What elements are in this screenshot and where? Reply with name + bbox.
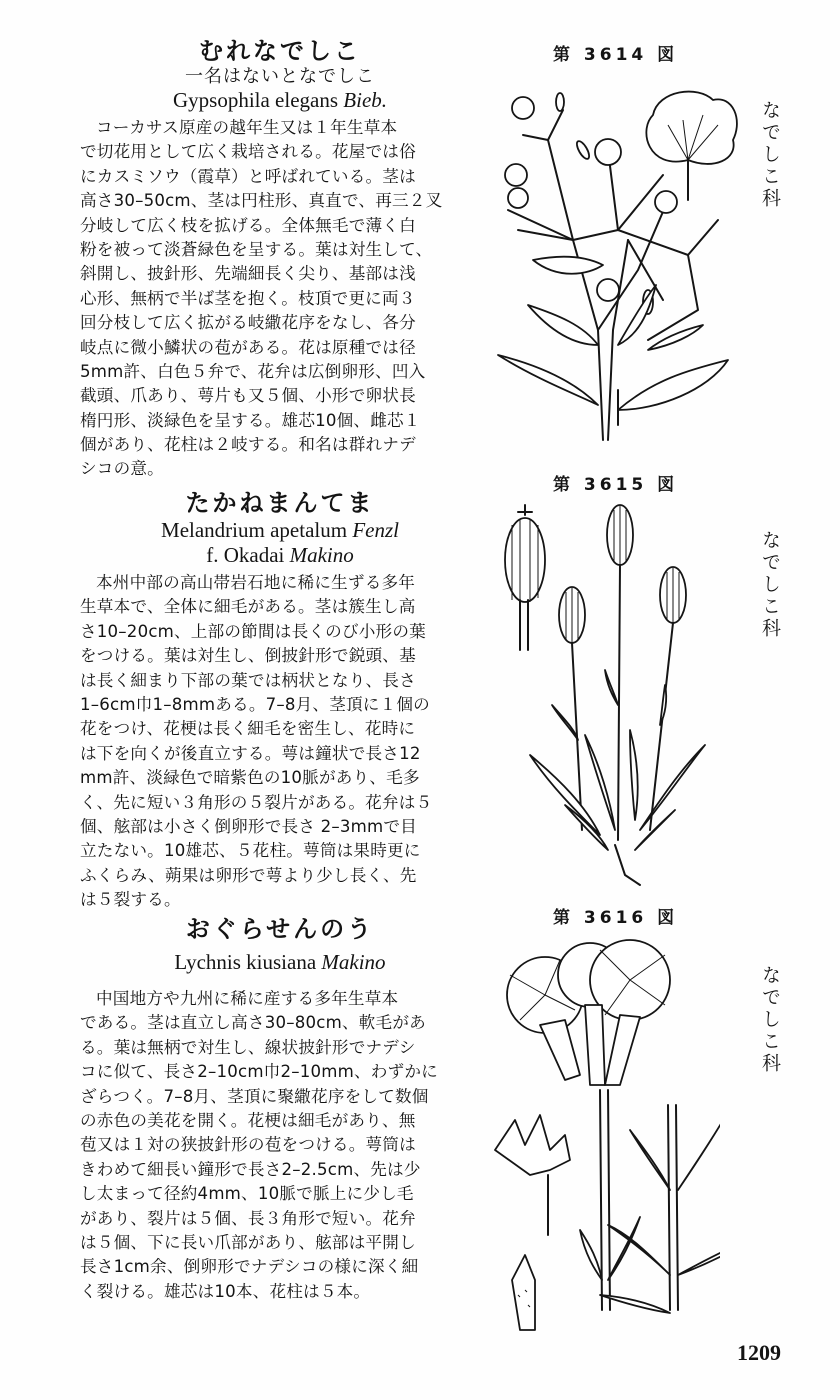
entry-scientific-name xyxy=(80,518,480,543)
entry-scientific-form xyxy=(80,543,480,568)
sci-name-genus-species: Melandrium apetalum xyxy=(161,518,348,542)
sci-name-genus-species: Lychnis kiusiana xyxy=(174,950,317,974)
description-line: 回分枝して広く拡がる岐繖花序をなし、各分 xyxy=(80,313,416,333)
sci-name-author: Fenzl xyxy=(352,518,399,542)
description-line: は長く細まり下部の葉では柄状となり、長さ xyxy=(80,670,416,690)
description-line: さ10–20cm、上部の節間は長くのび小形の葉 xyxy=(80,621,426,641)
description-line: 粉を被って淡蒼緑色を呈する。葉は対生して、 xyxy=(80,239,433,259)
description-line: をつける。葉は対生し、倒披針形で鋭頭、基 xyxy=(80,646,416,666)
description-line: 立たない。10雄芯、５花柱。萼筒は果時更に xyxy=(80,841,421,861)
description-line: シコの意。 xyxy=(80,459,164,479)
description-line: 苞又は１対の狭披針形の苞をつける。萼筒は xyxy=(80,1135,416,1155)
description-line: コに似て、長さ2–10cm巾2–10mm、わずかに xyxy=(80,1062,438,1082)
figure-label-3616: 第 3616 図 xyxy=(553,908,679,928)
family-label: なでしこ科 xyxy=(759,100,781,210)
description-line: 中国地方や九州に稀に産する多年生草本 xyxy=(96,989,399,1008)
entry-title-jp: たかねまんてま xyxy=(185,489,375,517)
description-line: し太まって径約4mm、10脈で脈上に少し毛 xyxy=(80,1184,414,1204)
description-line: 個があり、花柱は２岐する。和名は群れナデ xyxy=(80,435,416,455)
entry-scientific-name xyxy=(80,88,480,113)
description-line: は５個、下に長い爪部があり、舷部は平開し xyxy=(80,1232,416,1252)
sci-name-form-author: Makino xyxy=(289,543,354,567)
description-line: である。茎は直立し高さ30–80cm、軟毛があ xyxy=(80,1013,426,1033)
description-line: コーカサス原産の越年生又は１年生草本 xyxy=(96,118,398,137)
description-line: があり、裂片は５個、長３角形で短い。花弁 xyxy=(80,1208,416,1228)
description-line: 分岐して広く枝を拡げる。全体無毛で薄く白 xyxy=(80,215,416,235)
description-line: ふくらみ、蒴果は卵形で萼より少し長く、先 xyxy=(80,865,417,885)
description-line: 長さ1cm余、倒卵形でナデシコの様に深く細 xyxy=(80,1257,419,1277)
description-line: で切花用として広く栽培される。花屋では俗 xyxy=(80,142,416,162)
description-line: く裂ける。雄芯は10本、花柱は５本。 xyxy=(80,1281,371,1301)
sci-name-author: Bieb. xyxy=(343,88,388,112)
family-label: なでしこ科 xyxy=(759,965,781,1075)
entry-description xyxy=(80,116,480,482)
description-line: 個、舷部は小さく倒卵形で長さ 2–3mmで目 xyxy=(80,816,417,836)
description-line: は下を向くが後直立する。萼は鐘状で長さ12 xyxy=(80,743,421,763)
melandrium-plant-illustration xyxy=(490,500,720,890)
description-line: く、先に短い３角形の５裂片がある。花弁は５ xyxy=(80,792,433,812)
entry-title-jp: おぐらせんのう xyxy=(185,915,375,943)
entry-description xyxy=(80,987,480,1304)
figure-label-3615: 第 3615 図 xyxy=(553,475,679,495)
description-line: は５裂する。 xyxy=(80,890,181,910)
sci-name-author: Makino xyxy=(321,950,386,974)
description-line: 高さ30–50cm、茎は円柱形、真直で、再三２叉 xyxy=(80,191,443,211)
lychnis-plant-illustration xyxy=(490,935,720,1335)
entry-scientific-name xyxy=(80,950,480,975)
description-line: 楕円形、淡緑色を呈する。雄芯10個、雌芯１ xyxy=(80,410,421,430)
description-line: 截頭、爪あり、萼片も又５個、小形で卵状長 xyxy=(80,386,416,406)
entry-gypsophila xyxy=(80,36,480,482)
description-line: きわめて細長い鐘形で長さ2–2.5cm、先は少 xyxy=(80,1159,421,1179)
description-line: ざらつく。7–8月、茎頂に聚繖花序をして数個 xyxy=(80,1086,429,1106)
sci-name-genus-species: Gypsophila elegans xyxy=(172,88,339,112)
page-number: 1209 xyxy=(737,1340,781,1365)
entry-description xyxy=(80,571,480,912)
gypsophila-plant-illustration xyxy=(488,80,738,445)
figure-label-3614: 第 3614 図 xyxy=(553,45,679,65)
entry-alt-name: 一名はないとなでしこ xyxy=(185,66,375,87)
description-line: 生草本で、全体に細毛がある。茎は簇生し高 xyxy=(80,597,416,617)
entry-lychnis xyxy=(80,914,480,1304)
description-line: にカスミソウ（霞草）と呼ばれている。茎は xyxy=(80,166,416,186)
description-line: 5mm許、白色５弁で、花弁は広倒卵形、凹入 xyxy=(80,361,426,381)
description-line: mm許、淡緑色で暗紫色の10脈があり、毛多 xyxy=(80,768,420,788)
description-line: 岐点に微小鱗状の苞がある。花は原種では径 xyxy=(80,337,416,357)
sci-name-form: f. Okadai xyxy=(206,543,285,567)
entry-title-jp: むれなでしこ xyxy=(199,37,361,65)
description-line: の赤色の美花を開く。花梗は細毛があり、無 xyxy=(80,1110,416,1130)
description-line: 1–6cm巾1–8mmある。7–8月、茎頂に１個の xyxy=(80,694,430,714)
description-line: る。葉は無柄で対生し、線状披針形でナデシ xyxy=(80,1037,416,1057)
description-line: 花をつけ、花梗は長く細毛を密生し、花時に xyxy=(80,719,416,739)
description-line: 本州中部の高山帯岩石地に稀に生ずる多年 xyxy=(96,573,416,592)
description-line: 斜開し、披針形、先端細長く尖り、基部は浅 xyxy=(80,264,416,284)
family-label: なでしこ科 xyxy=(759,530,781,640)
entry-melandrium xyxy=(80,488,480,912)
description-line: 心形、無柄で半ば茎を抱く。枝頂で更に両３ xyxy=(80,288,416,308)
